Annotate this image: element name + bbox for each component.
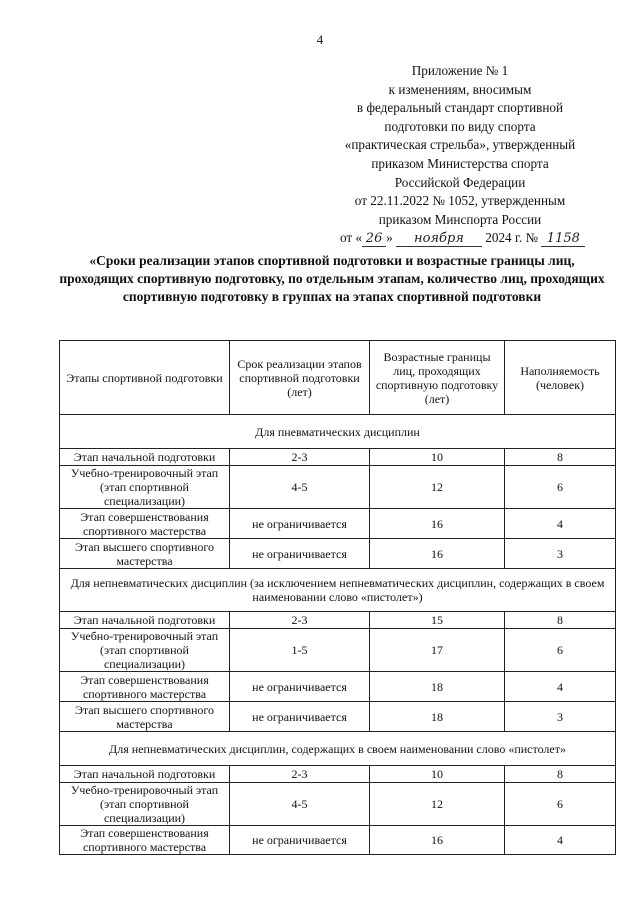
appendix-line-7: Российской Федерации — [394, 174, 526, 190]
section-title: Для непневматических дисциплин, содержащих в своем наименовании слово «пистолет» — [60, 732, 616, 766]
header-stage: Этапы спортивной подготовки — [60, 341, 230, 415]
handwritten-month: ноября — [396, 231, 482, 247]
appendix-date-line — [340, 229, 580, 248]
section-row-pneumatic — [60, 415, 616, 449]
date-prefix: от « — [340, 230, 363, 246]
table-row — [60, 539, 616, 569]
header-size: Наполняемость (человек) — [505, 341, 616, 415]
table-row — [60, 783, 616, 826]
cell-age: 18 — [370, 672, 505, 702]
cell-stage: Этап начальной подготовки — [60, 449, 230, 466]
table-row — [60, 672, 616, 702]
cell-size: 4 — [505, 826, 616, 855]
appendix-line-3: в федеральный стандарт спортивной — [356, 100, 564, 116]
cell-size: 6 — [505, 783, 616, 826]
header-age: Возрастные границы лиц, проходящих спортивную подготовку (лет) — [370, 341, 505, 415]
appendix-block — [340, 62, 580, 248]
cell-age: 16 — [370, 509, 505, 539]
appendix-line-2: к изменениям, вносимым — [388, 81, 532, 97]
cell-age: 12 — [370, 783, 505, 826]
header-term: Срок реализации этапов спортивной подготовки (лет) — [230, 341, 370, 415]
cell-term: не ограничивается — [230, 702, 370, 732]
cell-stage: Учебно-тренировочный этап (этап спортивной специализации) — [60, 629, 230, 672]
cell-term: 4-5 — [230, 783, 370, 826]
cell-age: 18 — [370, 702, 505, 732]
cell-term: не ограничивается — [230, 539, 370, 569]
cell-term: не ограничивается — [230, 826, 370, 855]
stages-table — [59, 340, 616, 855]
appendix-line-4: подготовки по виду спорта — [384, 118, 536, 134]
cell-stage: Этап совершенствования спортивного мастерства — [60, 509, 230, 539]
date-mid: » — [386, 230, 393, 246]
cell-stage: Учебно-тренировочный этап (этап спортивной специализации) — [60, 783, 230, 826]
cell-stage: Этап начальной подготовки — [60, 766, 230, 783]
table-row — [60, 826, 616, 855]
cell-size: 3 — [505, 539, 616, 569]
cell-age: 12 — [370, 466, 505, 509]
handwritten-order-number: 1158 — [541, 231, 585, 247]
table-row — [60, 509, 616, 539]
handwritten-day: 26 — [362, 231, 386, 247]
cell-stage: Этап совершенствования спортивного мастерства — [60, 826, 230, 855]
cell-size: 8 — [505, 612, 616, 629]
cell-stage: Этап совершенствования спортивного мастерства — [60, 672, 230, 702]
cell-term: 4-5 — [230, 466, 370, 509]
cell-size: 8 — [505, 766, 616, 783]
appendix-line-6: приказом Министерства спорта — [371, 155, 549, 171]
appendix-line-9: приказом Минспорта России — [378, 211, 542, 227]
cell-size: 4 — [505, 509, 616, 539]
document-heading: «Сроки реализации этапов спортивной подготовки и возрастные границы лиц, проходящих спортивную подготовку, по отдельным этапам, количество лиц, проходящих спортивную подготовку в группах на этапах спортивной подготовки — [59, 253, 605, 304]
cell-size: 3 — [505, 702, 616, 732]
appendix-line-5: «практическая стрельба», утвержденный — [344, 137, 576, 153]
cell-size: 4 — [505, 672, 616, 702]
page-number: 4 — [316, 32, 324, 47]
table-row — [60, 449, 616, 466]
cell-size: 6 — [505, 629, 616, 672]
cell-stage: Этап высшего спортивного мастерства — [60, 702, 230, 732]
appendix-line-1: Приложение № 1 — [411, 63, 509, 78]
cell-term: 2-3 — [230, 449, 370, 466]
cell-stage: Учебно-тренировочный этап (этап спортивной специализации) — [60, 466, 230, 509]
cell-stage: Этап высшего спортивного мастерства — [60, 539, 230, 569]
date-year: 2024 г. № — [485, 230, 539, 246]
table-row — [60, 612, 616, 629]
table-row — [60, 702, 616, 732]
section-title: Для пневматических дисциплин — [60, 415, 616, 449]
appendix-line-8: от 22.11.2022 № 1052, утвержденным — [354, 193, 566, 209]
cell-term: не ограничивается — [230, 672, 370, 702]
cell-size: 6 — [505, 466, 616, 509]
table-header-row — [60, 341, 616, 415]
cell-age: 16 — [370, 539, 505, 569]
section-row-pistol — [60, 732, 616, 766]
cell-age: 15 — [370, 612, 505, 629]
section-title: Для непневматических дисциплин (за исключением непневматических дисциплин, содержащих в своем наименовании слово «пистолет») — [60, 569, 616, 612]
table-row — [60, 629, 616, 672]
cell-term: 2-3 — [230, 766, 370, 783]
cell-age: 10 — [370, 449, 505, 466]
cell-age: 10 — [370, 766, 505, 783]
cell-age: 16 — [370, 826, 505, 855]
cell-size: 8 — [505, 449, 616, 466]
cell-age: 17 — [370, 629, 505, 672]
table-row — [60, 466, 616, 509]
cell-term: 2-3 — [230, 612, 370, 629]
section-row-non-pneumatic — [60, 569, 616, 612]
cell-term: 1-5 — [230, 629, 370, 672]
cell-term: не ограничивается — [230, 509, 370, 539]
cell-stage: Этап начальной подготовки — [60, 612, 230, 629]
table-row — [60, 766, 616, 783]
